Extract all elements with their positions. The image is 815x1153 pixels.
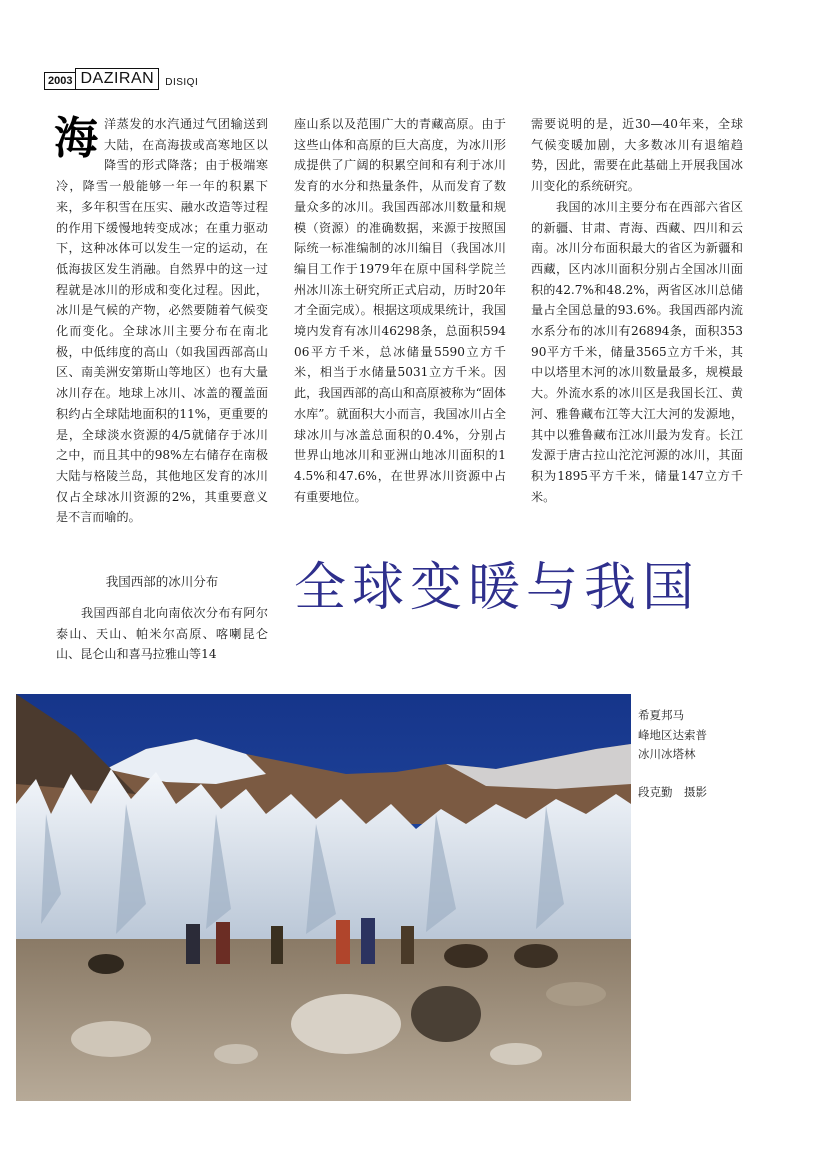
masthead: [44, 68, 198, 90]
glacier-photo-illustration: [16, 694, 631, 1101]
photo-caption: 希夏邦马 峰地区达索普 冰川冰塔林: [638, 708, 707, 761]
text-column-1: [56, 114, 268, 528]
text-column-3: 需要说明的是，近30—40年来，全球气候变暖加剧，大多数冰川有退缩趋势，因此，需要在此基础上开展我国冰川变化的系统研究。 我国的冰川主要分布在西部六省区的新疆、甘肃、青海、西藏、四川和云南。冰川分布面积最大的省区为新疆和西藏，区内冰川面积分别占全国冰川面积的42.7%和48.2%，两省区冰川总储量占全国总量的93.6%。我国西部内流水系分布的冰川有26894条，面积35390平方千米，储量3565立方千米，其中以塔里木河的冰川数量最多，规模最大。外流水系的冰川区是我国长江、黄河、雅鲁藏布江等大江大河的发源地，其中以雅鲁藏布江冰川最为发育。长江发源于唐古拉山沱沱河源的冰川，其面积为1895平方千米，储量147立方千米。: [531, 117, 743, 504]
text-column-2: 座山系以及范围广大的青藏高原。由于这些山体和高原的巨大高度，为冰川形成提供了广阔的积累空间和有利于冰川发育的水分和热量条件，从而发育了数量众多的冰川。我国西部冰川数量和规模（资源）的准确数据，来源于按照国际统一标准编制的冰川编目（我国冰川编目工作于1979年在原中国科学院兰州冰川冻土研究所正式启动，历时20年才全面完成）。根据这项成果统计，我国境内发育有冰川46298条，总面积59406平方千米，总冰储量5590立方千米，相当于水储量5031立方千米。因此，我国西部的高山和高原被称为“固体水库”。就面积大小而言，我国冰川占全球冰川与冰盖总面积的0.4%，分别占世界山地冰川和亚洲山地冰川面积的14.5%和47.6%，在世界冰川资源中占有重要地位。: [294, 117, 506, 504]
masthead-sub: DISIQI: [165, 77, 199, 88]
drop-cap: 海: [54, 113, 98, 164]
column-1-tail: 我国西部自北向南依次分布有阿尔泰山、天山、帕米尔高原、喀喇昆仑山、昆仑山和喜马拉雅山等14: [56, 606, 268, 662]
glacier-photo: [16, 694, 631, 1101]
section-subhead: 我国西部的冰川分布: [105, 574, 219, 589]
column-1-body: 洋蒸发的水汽通过气团输送到大陆，在高海拔或高寒地区以降雪的形式降落；由于极端寒冷，降雪一般能够一年一年的积累下来，多年积雪在压实、融水改造等过程的作用下缓慢地转变成冰；在重力驱动下，这种冰体可以发生一定的运动，在低海拔区发生消融。自然界中的这一过程就是冰川的形成和变化过程。因此，冰川是气候的产物，必然要随着气候变化而变化。全球冰川主要分布在南北极，中低纬度的高山（如我国西部高山区、南美洲安第斯山等地区）也有大量冰川存在。地球上冰川、冰盖的覆盖面积约占全球陆地面积的11%，更重要的是，全球淡水资源的4/5就储存于冰川之中，而且其中的98%左右储存在南极大陆与格陵兰岛，其他地区发育的冰川仅占全球冰川资源的2%，其重要意义是不言而喻的。: [56, 117, 268, 525]
masthead-name: DAZIRAN: [75, 68, 159, 90]
article-title: 全球变暖与我国: [294, 558, 701, 618]
photo-credit: 段克勤 摄影: [638, 785, 707, 799]
masthead-year: 2003: [44, 72, 75, 90]
